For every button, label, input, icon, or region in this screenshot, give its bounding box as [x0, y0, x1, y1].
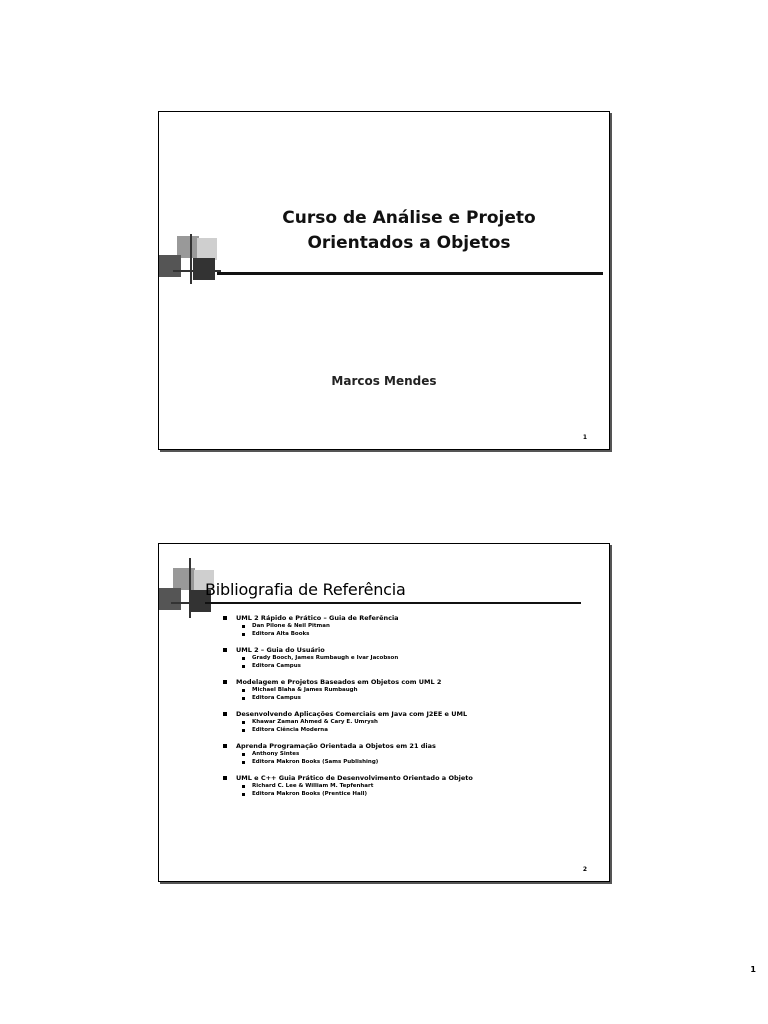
bibliography-item-detail: Editora Makron Books (Sams Publishing)	[223, 759, 583, 767]
bibliography-item-details	[223, 783, 583, 798]
author-name: Marcos Mendes	[331, 374, 437, 388]
bibliography-item	[223, 774, 583, 798]
bibliography-item	[223, 710, 583, 734]
bibliography-item-detail: Michael Blaha & James Rumbaugh	[223, 687, 583, 695]
bibliography-item-title: UML e C++ Guia Prático de Desenvolvimento Orientado a Objeto	[223, 774, 583, 783]
title-line-1: Curso de Análise e Projeto	[282, 208, 536, 228]
bibliography-item-title: Modelagem e Projetos Baseados em Objetos com UML 2	[223, 678, 583, 687]
bibliography-item-detail: Editora Makron Books (Prentice Hall)	[223, 791, 583, 799]
bibliography-item-detail: Editora Alta Books	[223, 631, 583, 639]
bibliography-item-detail: Grady Booch, James Rumbaugh e Ivar Jacobson	[223, 655, 583, 663]
bibliography-item-details	[223, 751, 583, 766]
title-rule	[205, 602, 581, 604]
slide-2	[158, 543, 610, 882]
bibliography-item-detail: Dan Pilone & Neil Pitman	[223, 623, 583, 631]
bibliography-item-detail: Richard C. Lee & William M. Tepfenhart	[223, 783, 583, 791]
bibliography-item-details	[223, 655, 583, 670]
bibliography-item	[223, 678, 583, 702]
bibliography-item-details	[223, 623, 583, 638]
bibliography-item	[223, 742, 583, 766]
bibliography-item-title: Aprenda Programação Orientada a Objetos em 21 dias	[223, 742, 583, 751]
slide-number: 1	[582, 434, 587, 441]
bibliography-item-detail: Anthony Sintes	[223, 751, 583, 759]
bibliography-item-detail: Editora Campus	[223, 663, 583, 671]
bibliography-item-title: UML 2 Rápido e Prático – Guia de Referência	[223, 614, 583, 623]
bibliography-item-title: UML 2 – Guia do Usuário	[223, 646, 583, 655]
bibliography-item-detail: Khawar Zaman Ahmed & Cary E. Umrysh	[223, 719, 583, 727]
slide-title	[219, 206, 599, 256]
slide-number: 2	[582, 866, 587, 873]
bibliography-item	[223, 646, 583, 670]
bibliography-item-detail: Editora Campus	[223, 695, 583, 703]
bibliography-list	[223, 614, 583, 806]
bibliography-item	[223, 614, 583, 638]
bibliography-item-detail: Editora Ciência Moderna	[223, 727, 583, 735]
slide-title: Bibliografia de Referência	[205, 580, 406, 599]
title-line-2: Orientados a Objetos	[307, 233, 511, 253]
bibliography-item-title: Desenvolvendo Aplicações Comerciais em Java com J2EE e UML	[223, 710, 583, 719]
slide-1	[158, 111, 610, 450]
page-number: 1	[750, 965, 756, 974]
bibliography-item-details	[223, 687, 583, 702]
title-rule	[217, 272, 603, 275]
bibliography-item-details	[223, 719, 583, 734]
